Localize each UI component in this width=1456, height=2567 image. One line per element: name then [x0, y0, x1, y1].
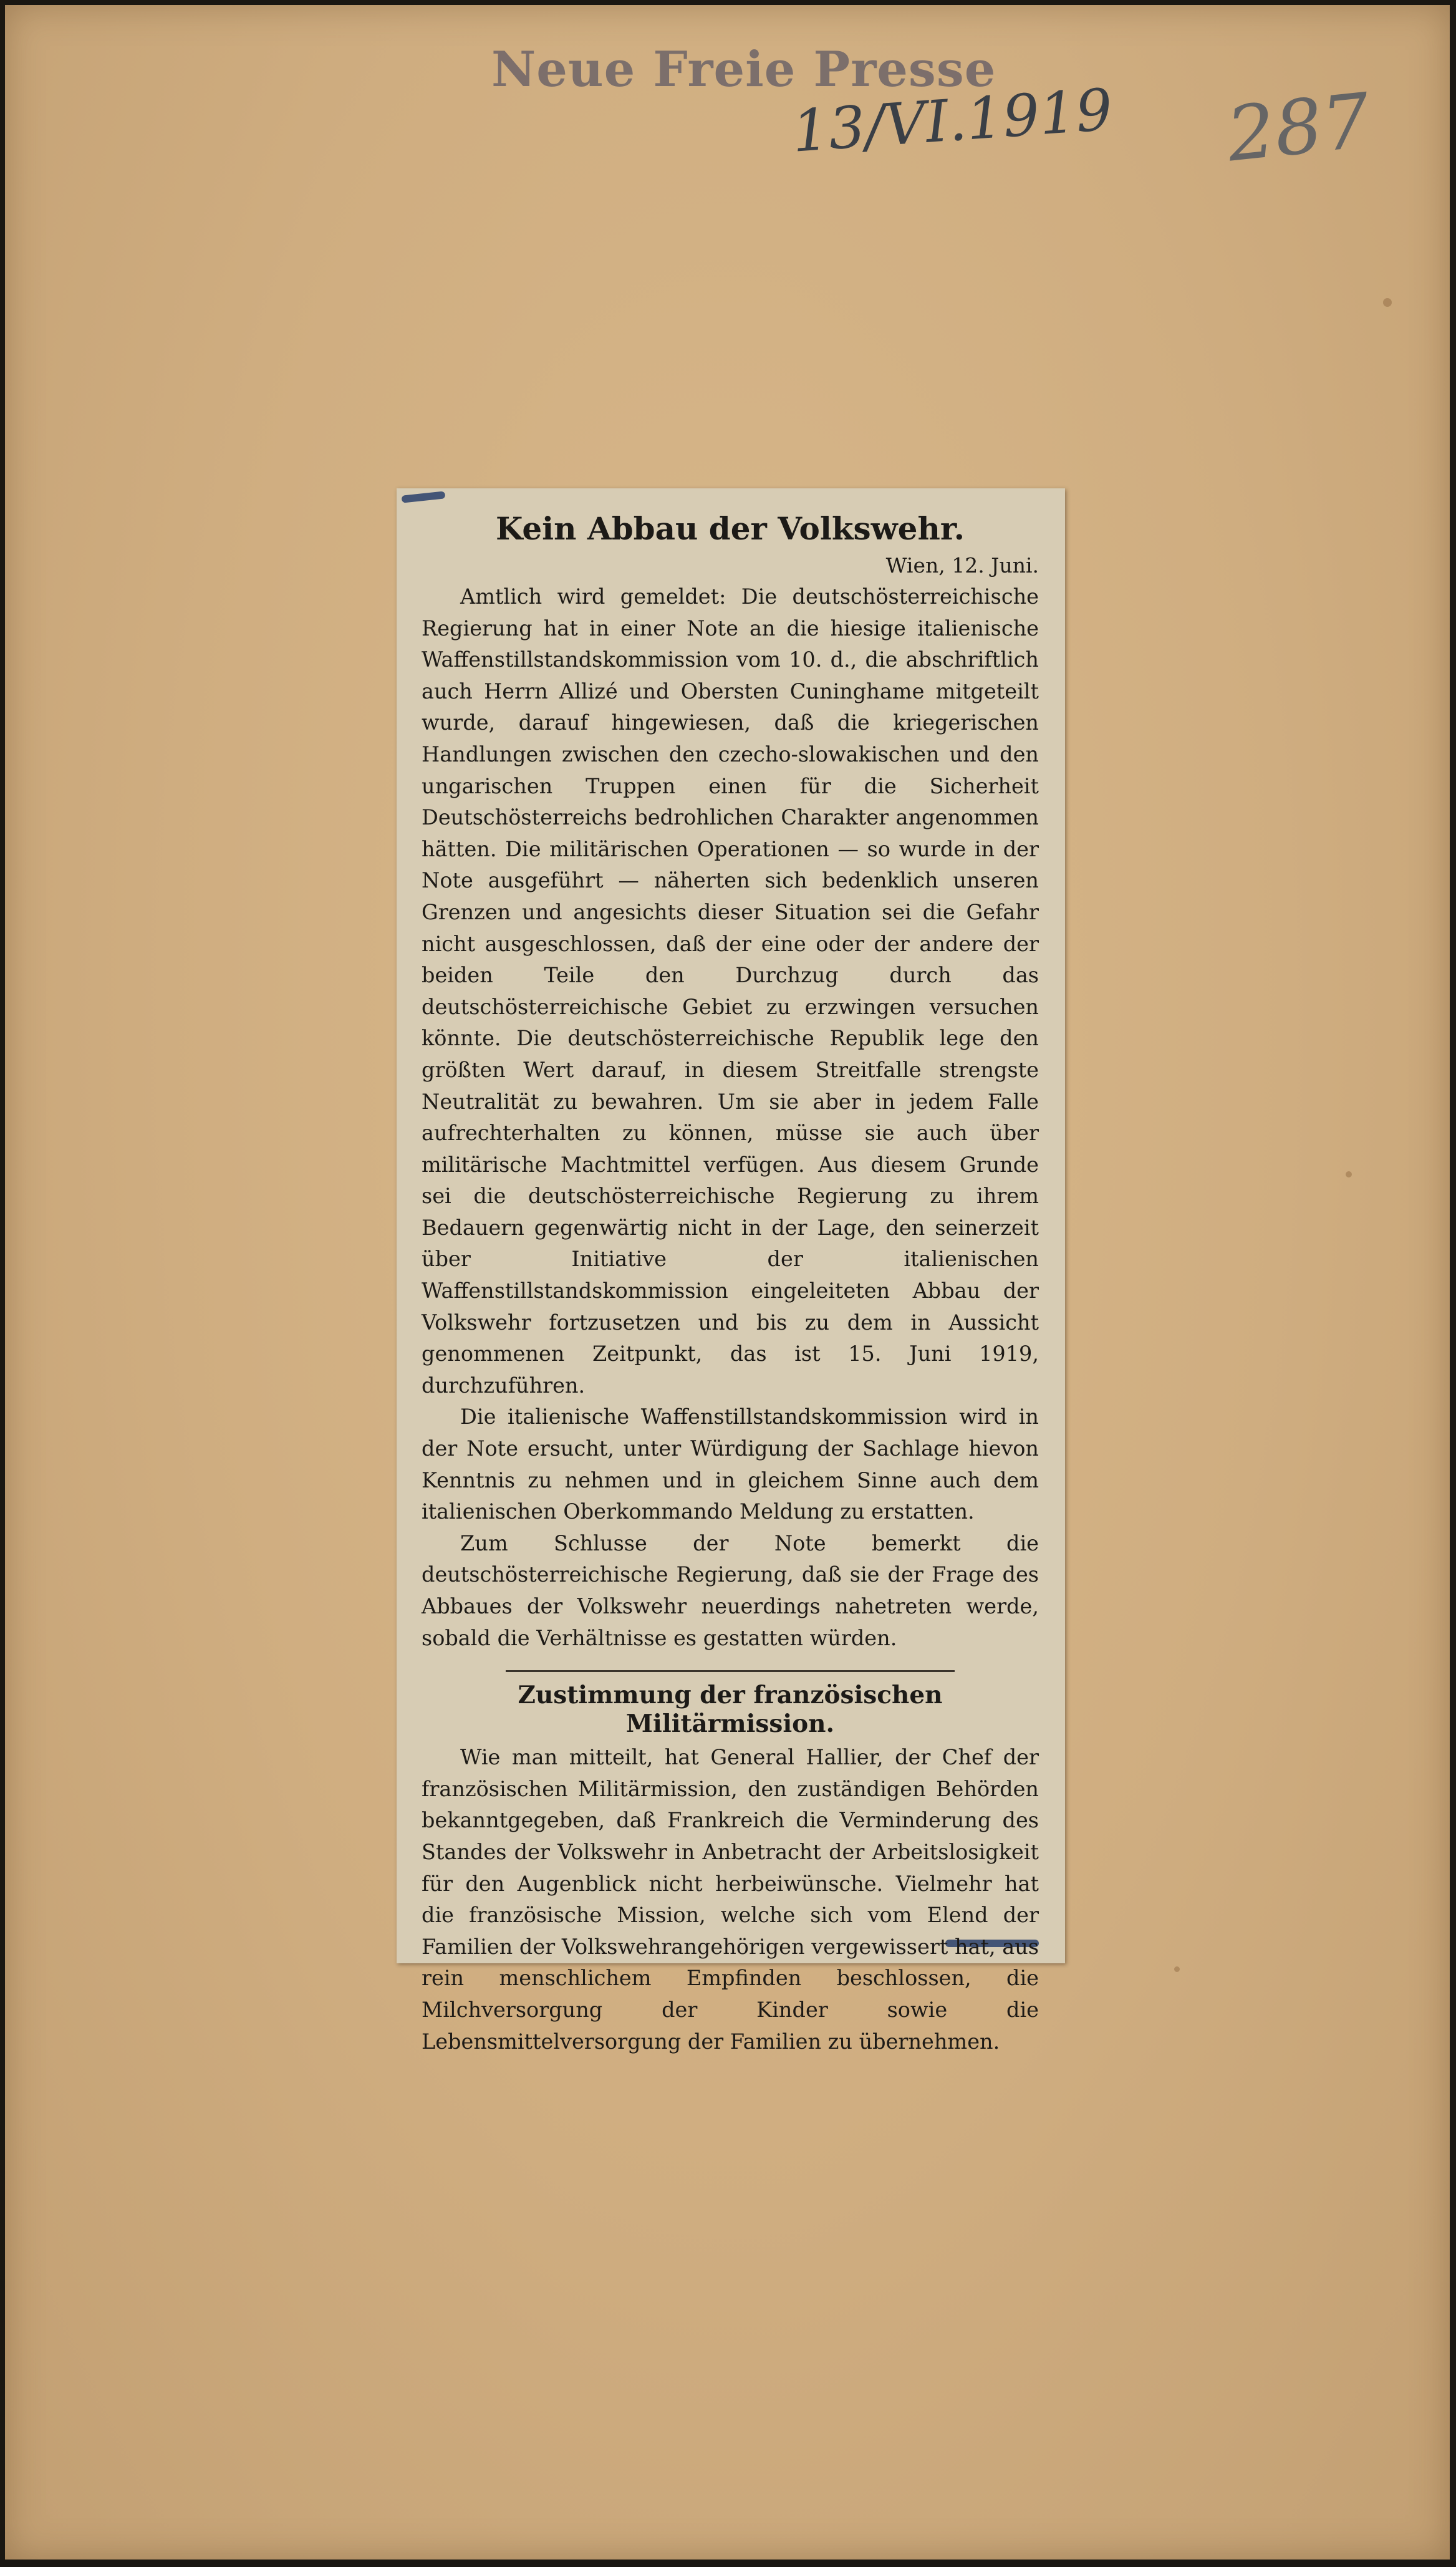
section-divider: [506, 1670, 955, 1672]
article-dateline: Wien, 12. Juni.: [885, 553, 1039, 578]
paper-stain: [1174, 1966, 1180, 1972]
article-paragraph: Zum Schlusse der Note bemerkt die deutschösterreichische Regierung, daß sie der Frage des Abbaues der Volkswehr neuerdings nahetreten werde, sobald die Verhältnisse es gestatten würden.: [422, 1530, 1039, 1650]
section-subhead: Zustimmung der französischen Militärmission.: [518, 1681, 943, 1739]
section-paragraph: Wie man mitteilt, hat General Hallier, der Chef der französischen Militärmission, den zuständigen Behörden bekanntgegeben, daß Frankreich die Verminderung des Standes der Volkswehr in Anbetracht der Arbeitslosigkeit für den Augenblick nicht herbeiwünsche. Vielmehr hat die französische Mission, welche sich vom Elend der Familien der Volkswehrangehörigen vergewissert hat, aus rein menschlichem Empfinden beschlossen, die Milchversorgung der Kinder sowie die Lebensmittelversorgung der Familien zu übernehmen.: [422, 1745, 1039, 2054]
clipping-content: [422, 510, 1039, 2057]
archive-sheet: [5, 5, 1450, 2560]
article-paragraph: Die italienische Waffenstillstandskommission wird in der Note ersucht, unter Würdigung der Sachlage hievon Kenntnis zu nehmen und in gleichem Sinne auch dem italienischen Oberkommando Meldung zu erstatten.: [422, 1404, 1039, 1524]
newspaper-stamp: Neue Freie Presse: [491, 41, 996, 98]
paper-stain: [1383, 298, 1392, 307]
newspaper-clipping: [397, 488, 1065, 2054]
paper-stain: [1346, 1171, 1352, 1177]
article-headline: Kein Abbau der Volkswehr.: [495, 510, 965, 547]
handwritten-date: 13/VI.1919: [789, 76, 1115, 165]
blue-pencil-mark: [402, 491, 446, 503]
handwritten-number: 287: [1223, 77, 1374, 179]
article-paragraph: Amtlich wird gemeldet: Die deutschösterreichische Regierung hat in einer Note an die hiesige italienische Waffenstillstandskommission vom 10. d., die abschriftlich auch Herrn Allizé und Obersten Cuninghame mitgeteilt wurde, darauf hingewiesen, daß die kriegerischen Handlungen zwischen den czecho-slowakischen und den ungarischen Truppen einen für die Sicherheit Deutschösterreichs bedrohlichen Charakter angenommen hätten. Die militärischen Operationen — so wurde in der Note ausgeführt — näherten sich bedenklich unseren Grenzen und angesichts dieser Situation sei die Gefahr nicht ausgeschlossen, daß der eine oder der andere der beiden Teile den Durchzug durch das deutschösterreichische Gebiet zu erzwingen versuchen könnte. Die deutschösterreichische Republik lege den größten Wert darauf, in diesem Streitfalle strengste Neutralität zu bewahren. Um sie aber in jedem Falle aufrechterhalten zu können, müsse sie auch über militärische Machtmittel verfügen. Aus diesem Grunde sei die deutschösterreichische Regierung zu ihrem Bedauern gegenwärtig nicht in der Lage, den seinerzeit über Initiative der italienischen Waffenstillstandskommission eingeleiteten Abbau der Volkswehr fortzusetzen und bis zu dem in Aussicht genommenen Zeitpunkt, das ist 15. Juni 1919, durchzuführen.: [422, 584, 1039, 1398]
